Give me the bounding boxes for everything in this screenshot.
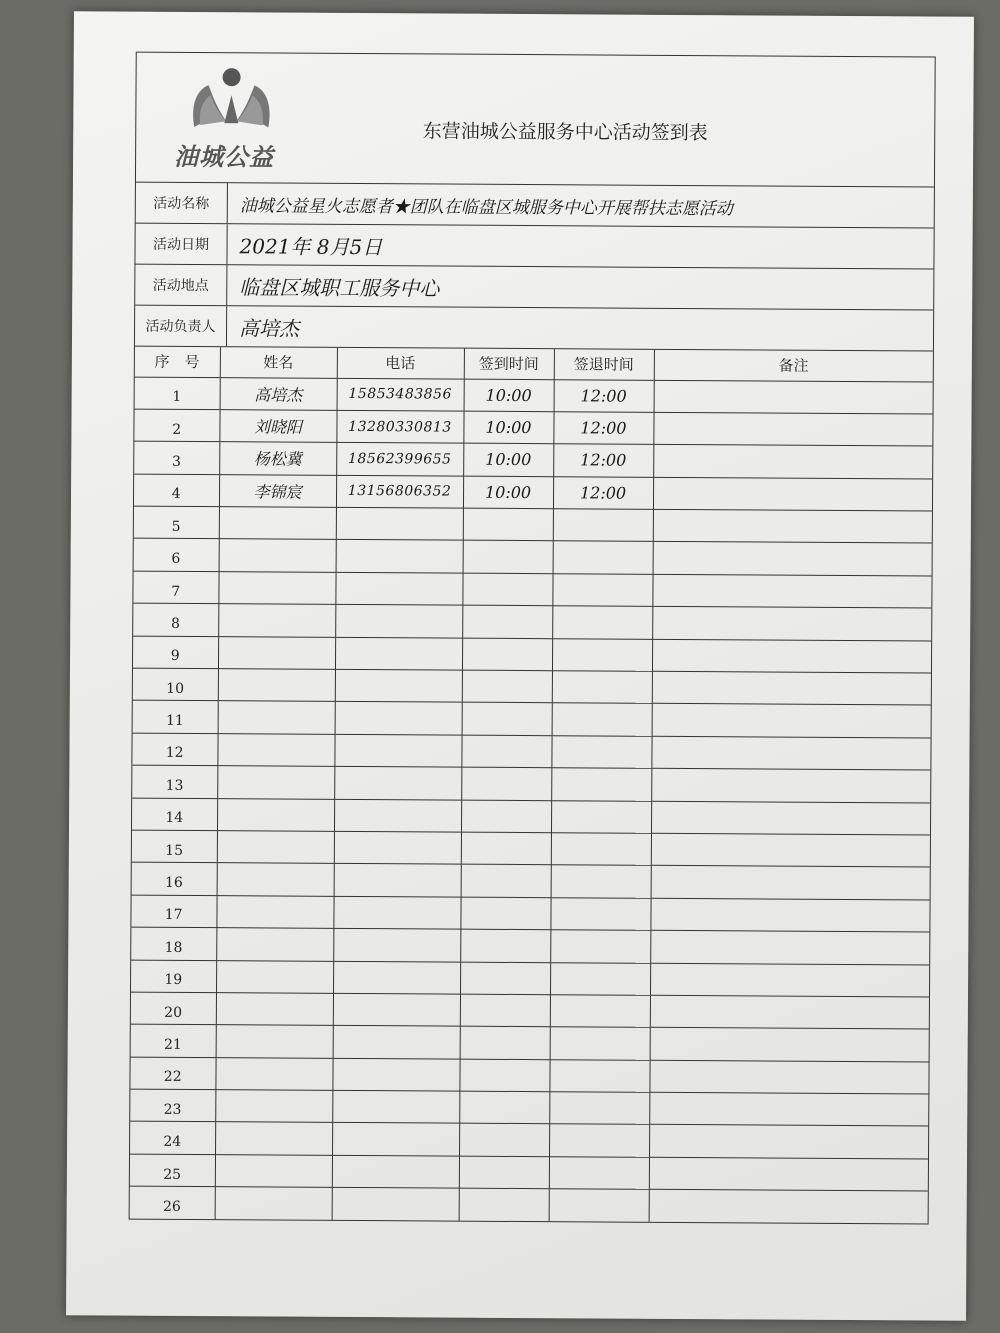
cell-sign-out	[552, 638, 652, 671]
cell-phone	[335, 637, 462, 670]
activity-location-label: 活动地点	[135, 265, 227, 306]
cell-phone	[334, 831, 461, 864]
cell-sign-out	[552, 703, 652, 736]
activity-location-value: 临盘区城职工服务中心	[239, 274, 440, 300]
cell-note	[651, 768, 930, 802]
cell-note	[651, 801, 930, 835]
cell-sign-in	[460, 929, 550, 962]
cell-seq: 11	[133, 701, 218, 734]
logo-text: 油城公益	[174, 141, 275, 172]
cell-sign-out: 12:00	[553, 444, 653, 477]
cell-note	[652, 607, 931, 641]
cell-sign-out	[552, 606, 652, 639]
cell-phone: 15853483856	[337, 378, 464, 411]
table-header-row	[135, 347, 933, 382]
table-row	[132, 798, 930, 835]
info-row-activity-date	[135, 224, 933, 270]
cell-seq: 2	[134, 409, 219, 442]
cell-sign-in	[459, 1124, 549, 1157]
cell-name	[217, 733, 334, 766]
cell-name	[217, 863, 334, 896]
cell-phone	[336, 507, 463, 540]
cell-note	[652, 574, 931, 608]
column-header-sign-in: 签到时间	[464, 349, 554, 380]
cell-name	[219, 507, 336, 540]
column-header-seq: 序 号	[135, 347, 220, 378]
table-row	[133, 668, 931, 705]
cell-seq: 24	[130, 1122, 215, 1155]
cell-note	[649, 1157, 928, 1191]
cell-name	[216, 895, 333, 928]
table-row	[131, 960, 929, 997]
table-row	[135, 377, 933, 414]
cell-sign-out	[551, 768, 651, 801]
cell-name	[215, 1122, 332, 1155]
cell-name	[216, 993, 333, 1026]
cell-note	[649, 1190, 928, 1224]
table-row	[134, 474, 932, 511]
cell-sign-out	[553, 509, 653, 542]
cell-seq: 12	[132, 733, 217, 766]
cell-seq: 1	[135, 377, 220, 410]
cell-name	[217, 766, 334, 799]
cell-note	[649, 1125, 928, 1159]
table-row	[134, 409, 932, 446]
cell-note	[653, 445, 932, 479]
activity-name-label: 活动名称	[136, 183, 228, 224]
cell-sign-in	[461, 800, 551, 833]
cell-note	[653, 509, 932, 543]
cell-sign-out: 12:00	[554, 379, 654, 412]
cell-seq: 5	[134, 506, 219, 539]
form-header	[136, 53, 935, 188]
cell-note	[651, 736, 930, 770]
table-row	[132, 733, 930, 770]
table-row	[131, 895, 929, 932]
cell-sign-out	[553, 541, 653, 574]
table-row	[132, 765, 930, 802]
cell-phone	[333, 993, 460, 1026]
cell-note	[650, 963, 929, 997]
form-title: 东营油城公益服务中心活动签到表	[422, 120, 708, 145]
cell-seq: 22	[130, 1057, 215, 1090]
cell-phone	[333, 961, 460, 994]
table-row	[130, 1089, 928, 1126]
cell-name	[218, 572, 335, 605]
activity-name-value: 油城公益星火志愿者★团队在临盘区城服务中心开展帮扶志愿活动	[239, 195, 733, 219]
cell-seq: 10	[133, 668, 218, 701]
cell-sign-out	[549, 1157, 649, 1190]
cell-sign-out	[551, 865, 651, 898]
cell-sign-out	[550, 1027, 650, 1060]
cell-sign-out	[550, 897, 650, 930]
cell-seq: 16	[132, 862, 217, 895]
cell-sign-out	[551, 833, 651, 866]
attendance-table	[130, 347, 933, 1224]
cell-phone	[333, 929, 460, 962]
info-row-activity-location	[135, 265, 933, 311]
cell-note	[650, 1028, 929, 1062]
cell-seq: 18	[131, 927, 216, 960]
table-row	[134, 506, 932, 543]
cell-seq: 26	[130, 1186, 215, 1219]
activity-lead-value: 高培杰	[238, 315, 300, 341]
cell-seq: 23	[130, 1089, 215, 1122]
table-row	[130, 1186, 928, 1223]
cell-note	[650, 898, 929, 932]
cell-phone: 18562399655	[336, 443, 463, 476]
activity-lead-label: 活动负责人	[135, 306, 227, 347]
table-row	[131, 1024, 929, 1061]
cell-note	[650, 995, 929, 1029]
cell-sign-out	[552, 671, 652, 704]
cell-note	[652, 639, 931, 673]
cell-name: 杨松冀	[219, 442, 336, 475]
activity-date-value: 2021年 8月5日	[239, 233, 383, 259]
cell-sign-in	[460, 1026, 550, 1059]
cell-seq: 3	[134, 441, 219, 474]
table-row	[131, 992, 929, 1029]
table-row	[130, 1154, 928, 1191]
cell-seq: 19	[131, 960, 216, 993]
cell-note	[654, 380, 933, 414]
cell-phone	[332, 1090, 459, 1123]
cell-seq: 20	[131, 992, 216, 1025]
cell-name	[216, 928, 333, 961]
cell-phone	[334, 767, 461, 800]
cell-phone	[335, 702, 462, 735]
cell-phone	[335, 669, 462, 702]
cell-seq: 17	[131, 895, 216, 928]
cell-sign-in	[459, 1091, 549, 1124]
cell-phone	[335, 605, 462, 638]
table-row	[134, 441, 932, 478]
column-header-sign-out: 签退时间	[554, 349, 654, 380]
cell-sign-in	[460, 994, 550, 1027]
cell-phone	[332, 1188, 459, 1221]
cell-seq: 14	[132, 798, 217, 831]
cell-phone	[335, 572, 462, 605]
table-row	[133, 701, 931, 738]
cell-sign-out	[549, 1189, 649, 1222]
cell-seq: 9	[133, 636, 218, 669]
cell-note	[653, 542, 932, 576]
cell-phone	[333, 1026, 460, 1059]
cell-name	[215, 1090, 332, 1123]
cell-phone	[336, 540, 463, 573]
cell-sign-in: 10:00	[463, 411, 553, 444]
cell-seq: 4	[134, 474, 219, 507]
cell-seq: 6	[134, 539, 219, 572]
cell-name: 刘晓阳	[219, 410, 336, 443]
cell-sign-out	[549, 1124, 649, 1157]
cell-phone: 13280330813	[336, 410, 463, 443]
cell-phone	[332, 1123, 459, 1156]
cell-sign-in	[461, 735, 551, 768]
cell-sign-in	[462, 605, 552, 638]
cell-phone	[334, 734, 461, 767]
cell-name	[218, 701, 335, 734]
cell-sign-in	[462, 638, 552, 671]
cell-sign-out	[550, 962, 650, 995]
cell-sign-in	[462, 573, 552, 606]
cell-phone	[334, 864, 461, 897]
cell-sign-in	[462, 670, 552, 703]
cell-name	[215, 1187, 332, 1220]
cell-sign-in: 10:00	[463, 443, 553, 476]
cell-note	[649, 1092, 928, 1126]
cell-name	[218, 604, 335, 637]
table-row	[133, 571, 931, 608]
cell-sign-out	[552, 574, 652, 607]
cell-seq: 13	[132, 765, 217, 798]
cell-name	[215, 1057, 332, 1090]
cell-sign-in	[462, 703, 552, 736]
cell-sign-in	[463, 508, 553, 541]
table-row	[130, 1122, 928, 1159]
cell-sign-out: 12:00	[553, 412, 653, 445]
cell-phone: 13156806352	[336, 475, 463, 508]
cell-note	[650, 930, 929, 964]
cell-name	[218, 636, 335, 669]
cell-name: 高培杰	[220, 377, 337, 410]
cell-sign-in	[461, 832, 551, 865]
info-row-activity-name	[136, 183, 934, 229]
cell-sign-in	[463, 541, 553, 574]
cell-note	[651, 833, 930, 867]
cell-sign-out	[550, 995, 650, 1028]
cell-note	[653, 477, 932, 511]
cell-name	[215, 1155, 332, 1188]
cell-sign-out	[549, 1059, 649, 1092]
cell-sign-in	[460, 897, 550, 930]
cell-name	[216, 1025, 333, 1058]
cell-sign-in	[459, 1059, 549, 1092]
cell-phone	[332, 1058, 459, 1091]
cell-name	[219, 539, 336, 572]
sign-in-form	[129, 52, 936, 1225]
table-row	[133, 636, 931, 673]
cell-note	[649, 1060, 928, 1094]
cell-name	[217, 831, 334, 864]
cell-seq: 21	[131, 1024, 216, 1057]
paper-sheet	[66, 11, 974, 1320]
table-row	[133, 603, 931, 640]
cell-sign-out	[550, 930, 650, 963]
cell-seq: 25	[130, 1154, 215, 1187]
cell-name: 李锦宸	[219, 474, 336, 507]
cell-phone	[332, 1155, 459, 1188]
cell-sign-in: 10:00	[463, 476, 553, 509]
cell-phone	[334, 799, 461, 832]
cell-sign-out	[551, 735, 651, 768]
cell-sign-in	[459, 1188, 549, 1221]
table-row	[132, 830, 930, 867]
cell-note	[652, 704, 931, 738]
cell-note	[651, 866, 930, 900]
cell-sign-in	[461, 767, 551, 800]
column-header-phone: 电话	[337, 348, 464, 379]
cell-sign-out	[551, 800, 651, 833]
cell-note	[652, 671, 931, 705]
cell-name	[216, 960, 333, 993]
cell-sign-in	[460, 962, 550, 995]
table-row	[134, 539, 932, 576]
table-row	[130, 1057, 928, 1094]
cell-seq: 7	[133, 571, 218, 604]
cell-sign-in	[461, 865, 551, 898]
column-header-name: 姓名	[220, 347, 337, 378]
cell-phone	[333, 896, 460, 929]
cell-seq: 8	[133, 603, 218, 636]
info-row-activity-lead	[135, 306, 933, 352]
cell-name	[218, 669, 335, 702]
cell-name	[217, 798, 334, 831]
cell-seq: 15	[132, 830, 217, 863]
cell-sign-out	[549, 1092, 649, 1125]
cell-sign-out: 12:00	[553, 476, 653, 509]
cell-note	[653, 412, 932, 446]
cell-sign-in	[459, 1156, 549, 1189]
column-header-note: 备注	[654, 350, 933, 382]
table-row	[132, 862, 930, 899]
cell-sign-in: 10:00	[464, 379, 554, 412]
activity-date-label: 活动日期	[135, 224, 227, 265]
table-row	[131, 927, 929, 964]
